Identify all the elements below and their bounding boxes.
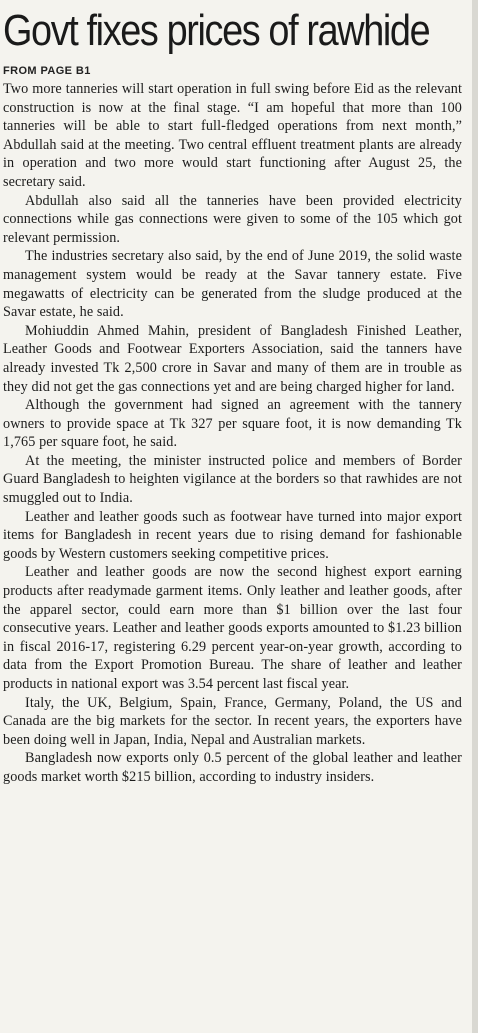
headline: Govt fixes prices of rawhide: [3, 6, 430, 55]
paragraph: The industries secretary also said, by the end of June 2019, the solid waste management system would be ready at the Savar tannery estate. Five megawatts of electricity can be generated from the sludge produced at the Savar estate, he said.: [3, 248, 462, 321]
paragraph: Two more tanneries will start operation in full swing before Eid as the relevant construction is now at the final stage. “I am hopeful that more than 100 tanneries will be able to start full-fledged operations from next month,” Abdullah said at the meeting. Two central effluent treatment plants are already in operation and two more would start functioning after August 25, the secretary said.: [3, 81, 462, 190]
paragraph: Mohiuddin Ahmed Mahin, president of Bangladesh Finished Leather, Leather Goods and Footwear Exporters Association, said the tanners have already invested Tk 2,500 crore in Savar and many of them are in trouble as they did not get the gas connections yet and are being charged higher for land.: [3, 322, 462, 395]
paragraph: Italy, the UK, Belgium, Spain, France, Germany, Poland, the US and Canada are the big markets for the sector. In recent years, the exporters have been doing well in Japan, India, Nepal and Australian markets.: [3, 694, 462, 748]
paragraph: At the meeting, the minister instructed police and members of Border Guard Bangladesh to heighten vigilance at the borders so that rawhides are not smuggled out to India.: [3, 452, 462, 507]
paragraph: Leather and leather goods such as footwear have turned into major export items for Bangladesh in recent years due to rising demand for fashionable goods by Western customers seeking competitive prices.: [3, 508, 462, 562]
paragraph: Abdullah also said all the tanneries have been provided electricity connections while gas connections were given to some of the 105 which got relevant permission.: [3, 192, 462, 246]
from-page-label: FROM PAGE B1: [3, 65, 91, 77]
paragraph: Although the government had signed an agreement with the tannery owners to provide space at Tk 327 per square foot, it is now demanding Tk 1,765 per square foot, he said.: [3, 397, 462, 451]
article-body: [3, 80, 462, 787]
paragraph: Leather and leather goods are now the second highest export earning products after readymade garment items. Only leather and leather goods, after the apparel sector, could earn more than $1 billion over the last four consecutive years. Leather and leather goods exports amounted to $1.23 billion in fiscal 2016-17, registering 6.29 percent year-on-year growth, according to data from the Export Promotion Bureau. The share of leather and leather products in national export was 3.54 percent last fiscal year.: [3, 564, 462, 692]
paragraph: Bangladesh now exports only 0.5 percent of the global leather and leather goods market worth $215 billion, according to industry insiders.: [3, 750, 462, 785]
